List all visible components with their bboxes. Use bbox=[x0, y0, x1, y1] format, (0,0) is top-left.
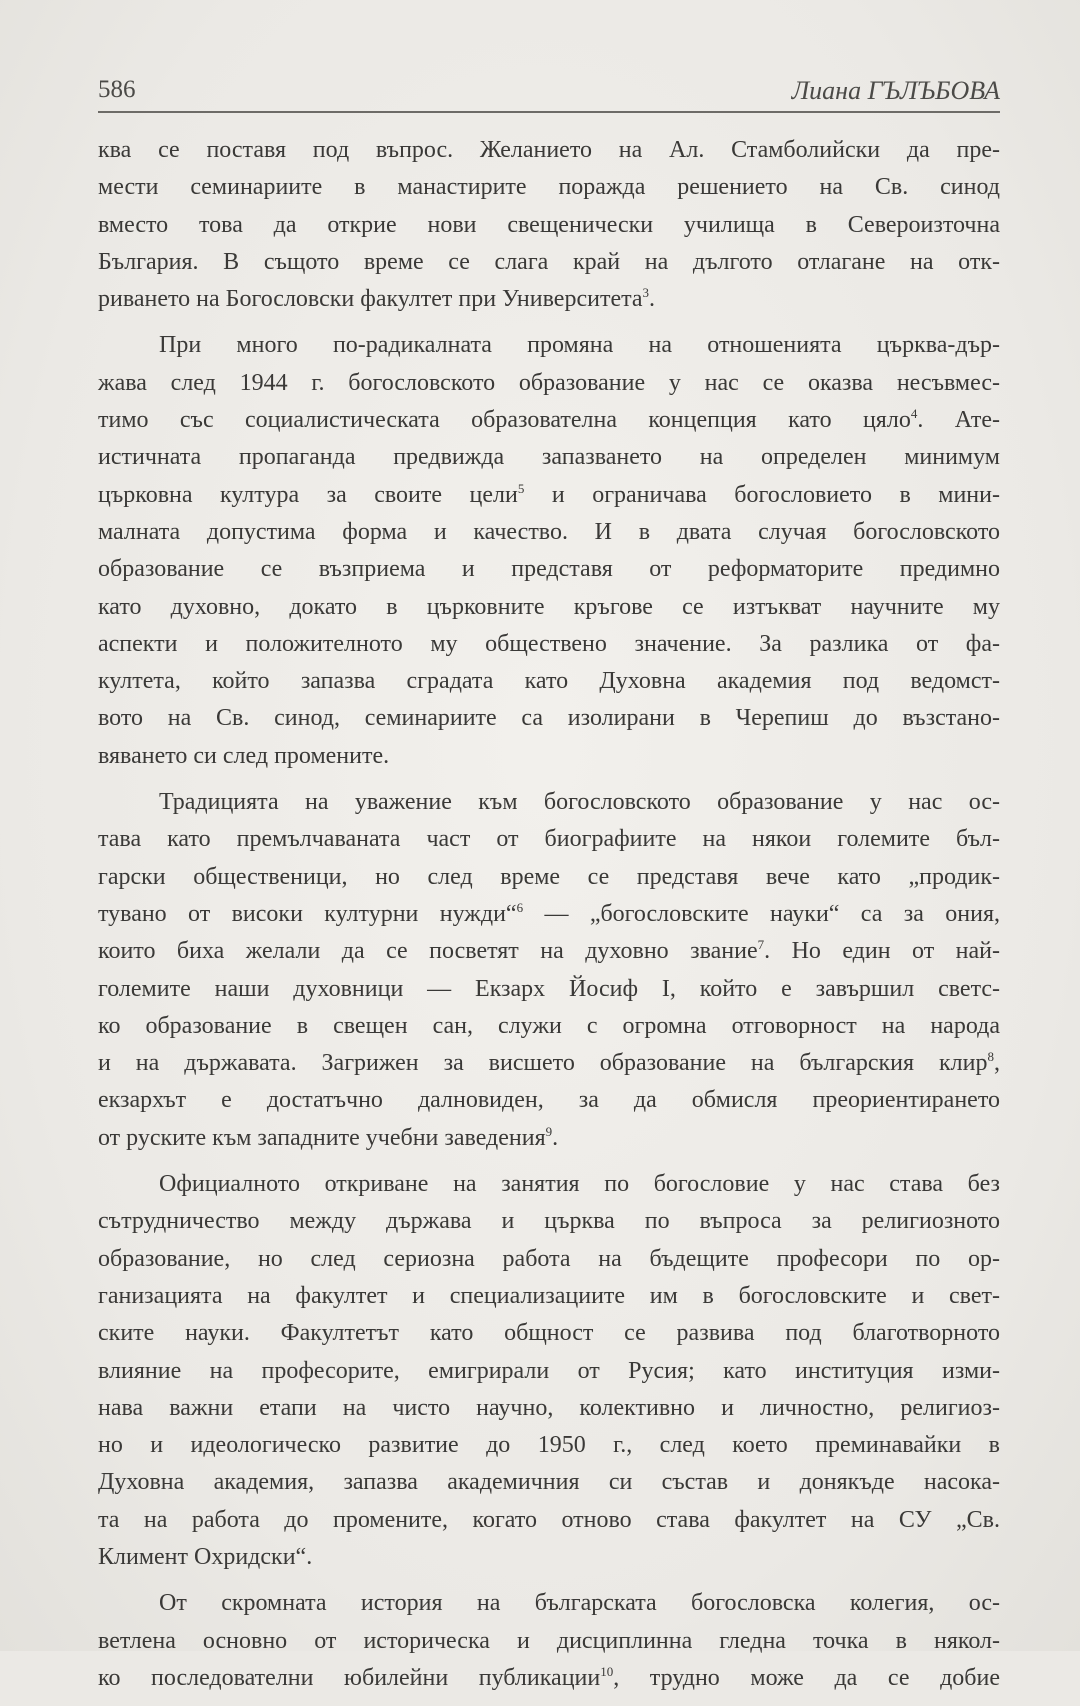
line-text: мести семинариите в манастирите поражда решението на Св. синод bbox=[98, 174, 1000, 201]
text-line bbox=[98, 402, 1000, 439]
line-text: като духовно, докато в църковните кръгове се изтъкват научните му bbox=[98, 593, 1000, 620]
line-text: ветлена основно от историческа и дисциплинна гледна точка в някол- bbox=[98, 1627, 1000, 1654]
footnote-ref[interactable]: 6 bbox=[516, 899, 524, 915]
paragraph bbox=[98, 132, 1000, 318]
text-line bbox=[98, 439, 1000, 476]
text-line bbox=[98, 169, 1000, 206]
text-line bbox=[98, 1539, 1000, 1576]
line-text: църковна култура за своите цели bbox=[98, 481, 518, 508]
line-text: образование, но след сериозна работа на бъдещите професори по ор- bbox=[98, 1245, 1000, 1272]
line-text-tail: . bbox=[552, 1124, 559, 1151]
line-text: тувано от високи културни нужди“ bbox=[98, 900, 517, 927]
line-text-tail: . Ате- bbox=[917, 407, 1000, 434]
line-text: Официалното откриване на занятия по богословие у нас става без bbox=[159, 1171, 1000, 1198]
text-line bbox=[98, 477, 1000, 514]
line-text: истичната пропаганда предвижда запазването на определен минимум bbox=[98, 444, 1000, 471]
line-text: малната допустима форма и качество. И в двата случая богословското bbox=[98, 518, 1000, 545]
line-text: екзархът е достатъчно далновиден, за да обмисля преориентирането bbox=[98, 1087, 1000, 1114]
line-text: вото на Св. синод, семинариите са изолирани в Черепиш до възстано- bbox=[98, 705, 1000, 732]
text-line bbox=[98, 281, 1000, 318]
text-line bbox=[98, 1585, 1000, 1622]
text-line bbox=[98, 933, 1000, 970]
line-text: риването на Богословски факултет при Университета bbox=[98, 286, 643, 313]
line-text: ко последователни юбилейни публикации bbox=[98, 1664, 601, 1691]
header-rule bbox=[98, 111, 1000, 113]
footnote-ref[interactable]: 9 bbox=[545, 1123, 553, 1139]
line-text: При много по-радикалната промяна на отношенията църква-дър- bbox=[159, 332, 1000, 359]
text-line bbox=[98, 1315, 1000, 1352]
line-text-tail: . bbox=[649, 286, 656, 313]
text-line bbox=[98, 1166, 1000, 1203]
text-line bbox=[98, 663, 1000, 700]
text-line bbox=[98, 784, 1000, 821]
text-line bbox=[98, 1045, 1000, 1082]
footnote-ref[interactable]: 10 bbox=[600, 1663, 614, 1679]
line-text: тава като премълчаваната част от биографиите на някои големите бъл- bbox=[98, 826, 1000, 853]
line-text: гарски общественици, но след време се представя вече като „продик- bbox=[98, 863, 1000, 890]
line-text: вяването си след промените. bbox=[98, 742, 390, 769]
text-line bbox=[98, 738, 1000, 775]
text-line bbox=[98, 327, 1000, 364]
footnote-ref[interactable]: 7 bbox=[757, 937, 765, 953]
text-line bbox=[98, 1082, 1000, 1119]
line-text-tail: и ограничава богословието в мини- bbox=[524, 481, 1000, 508]
line-text: аспекти и положителното му обществено значение. За разлика от фа- bbox=[98, 630, 1000, 657]
body-text bbox=[98, 132, 1000, 1706]
line-text: големите наши духовници — Екзарх Йосиф I, който е завършил светс- bbox=[98, 975, 1000, 1002]
text-line bbox=[98, 1203, 1000, 1240]
footnote-ref[interactable]: 8 bbox=[987, 1049, 994, 1065]
footnote-ref[interactable]: 4 bbox=[910, 406, 918, 422]
line-text: от руските към западните учебни заведения bbox=[98, 1124, 546, 1151]
text-line bbox=[98, 1120, 1000, 1157]
running-header bbox=[98, 76, 1000, 110]
line-text: тимо със социалистическата образователна концепция като цяло bbox=[98, 407, 911, 434]
text-line bbox=[98, 626, 1000, 663]
line-text: Духовна академия, запазва академичния си състав и донякъде насока- bbox=[98, 1469, 1000, 1496]
text-line bbox=[98, 514, 1000, 551]
text-line bbox=[98, 1660, 1000, 1697]
text-line bbox=[98, 1623, 1000, 1660]
text-line bbox=[98, 1464, 1000, 1501]
line-text: та на работа до промените, когато отново става факултет на СУ „Св. bbox=[98, 1506, 1000, 1533]
text-line bbox=[98, 896, 1000, 933]
text-line bbox=[98, 859, 1000, 896]
text-line bbox=[98, 1502, 1000, 1539]
line-text: нава важни етапи на чисто научно, колективно и личностно, религиоз- bbox=[98, 1394, 1000, 1421]
line-text-tail: , bbox=[994, 1050, 1000, 1077]
paragraph bbox=[98, 1166, 1000, 1576]
text-line bbox=[98, 1278, 1000, 1315]
line-text: ските науки. Факултетът като общност се развива под благотворното bbox=[98, 1320, 1000, 1347]
text-line bbox=[98, 1241, 1000, 1278]
text-line bbox=[98, 1008, 1000, 1045]
paragraph bbox=[98, 1585, 1000, 1697]
line-text: влияние на професорите, емигрирали от Русия; като институция изми- bbox=[98, 1357, 1000, 1384]
line-text: От скромната история на българската богословска колегия, ос- bbox=[159, 1590, 1000, 1617]
text-line bbox=[98, 132, 1000, 169]
line-text: и на държавата. Загрижен за висшето образование на българския клир bbox=[98, 1050, 988, 1077]
text-line bbox=[98, 1427, 1000, 1464]
text-line bbox=[98, 1390, 1000, 1427]
footnote-ref[interactable]: 3 bbox=[642, 285, 650, 301]
line-text: вместо това да открие нови свещенически училища в Североизточна bbox=[98, 211, 1000, 238]
text-line bbox=[98, 821, 1000, 858]
text-line bbox=[98, 207, 1000, 244]
line-text: България. В същото време се слага край на дългото отлагане на отк- bbox=[98, 248, 1000, 275]
text-line bbox=[98, 589, 1000, 626]
page-number: 586 bbox=[98, 76, 136, 103]
text-line bbox=[98, 365, 1000, 402]
text-line bbox=[98, 971, 1000, 1008]
paragraph bbox=[98, 327, 1000, 775]
text-line bbox=[98, 700, 1000, 737]
paragraph bbox=[98, 784, 1000, 1157]
text-line bbox=[98, 1353, 1000, 1390]
text-line bbox=[98, 244, 1000, 281]
footnote-ref[interactable]: 5 bbox=[517, 480, 525, 496]
line-text: ко образование в свещен сан, служи с огромна отговорност на народа bbox=[98, 1012, 1000, 1039]
running-head-author: Лиана ГЪЛЪБОВА bbox=[791, 76, 1000, 105]
line-text: ква се поставя под въпрос. Желанието на Ал. Стамболийски да пре- bbox=[98, 137, 1000, 163]
line-text: култета, който запазва сградата като Духовна академия под ведомст- bbox=[98, 668, 1000, 695]
text-line bbox=[98, 551, 1000, 588]
line-text: Традицията на уважение към богословското образование у нас ос- bbox=[159, 789, 1000, 816]
line-text: Климент Охридски“. bbox=[98, 1543, 313, 1570]
line-text: които биха желали да се посветят на духовно звание bbox=[98, 938, 758, 965]
line-text: сътрудничество между държава и църква по въпроса за религиозното bbox=[98, 1208, 1000, 1235]
line-text-tail: . Но един от най- bbox=[764, 938, 1000, 965]
line-text-tail: — „богословските науки“ са за ония, bbox=[523, 900, 1000, 927]
line-text: ганизацията на факултет и специализациите им в богословските и свет- bbox=[98, 1282, 1000, 1309]
line-text: образование се възприема и представя от реформаторите предимно bbox=[98, 556, 1000, 583]
line-text: но и идеологическо развитие до 1950 г., след което преминавайки в bbox=[98, 1432, 1000, 1459]
line-text-tail: , трудно може да се добие bbox=[613, 1664, 1000, 1691]
line-text: жава след 1944 г. богословското образование у нас се оказва несъвмес- bbox=[98, 369, 1000, 396]
